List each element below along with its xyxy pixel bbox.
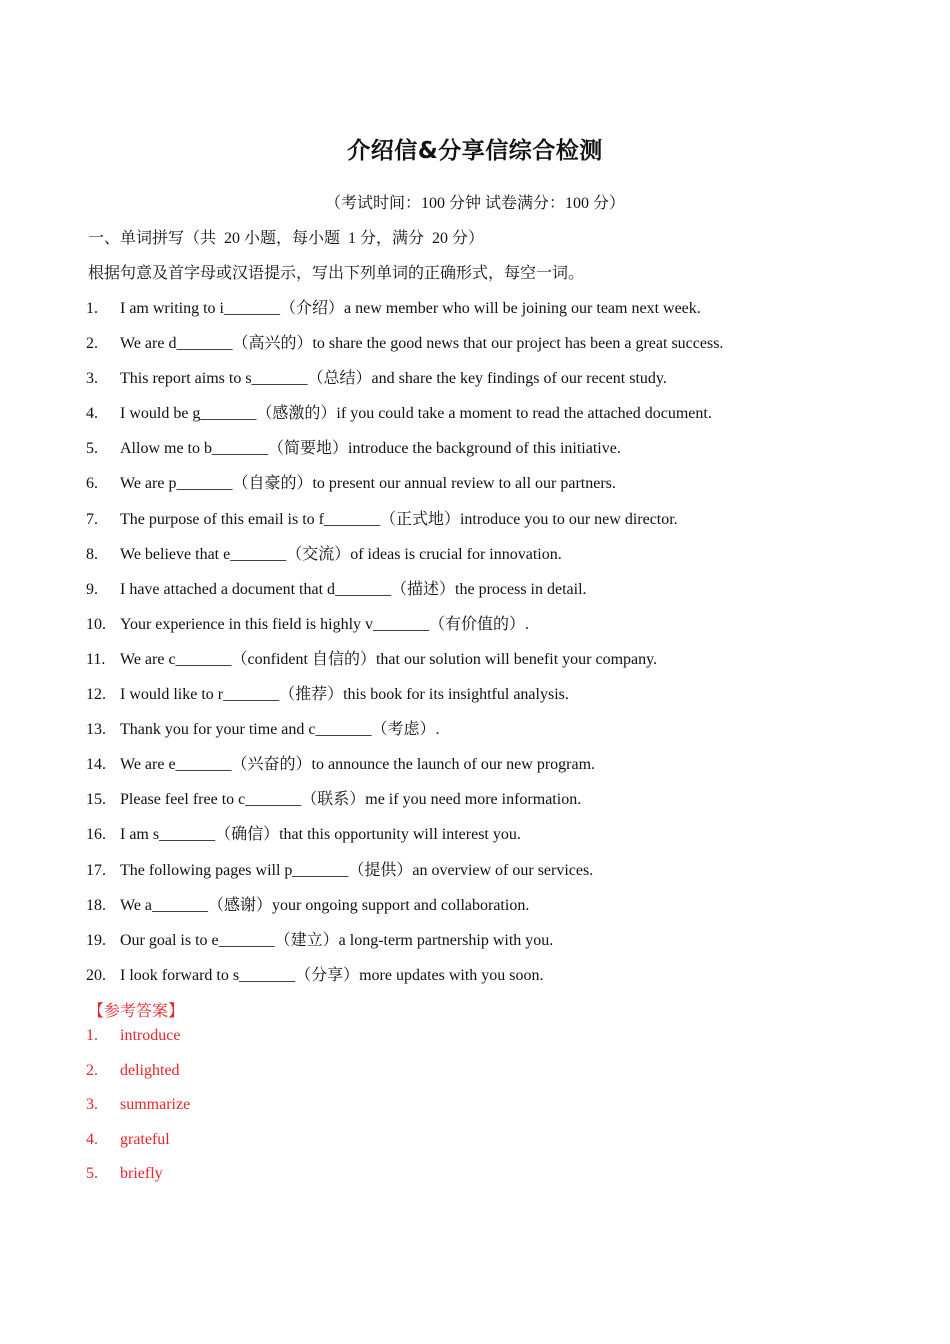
question-list bbox=[86, 297, 916, 999]
answer-heading: 【参考答案】 bbox=[88, 1003, 185, 1020]
question-item bbox=[86, 367, 916, 402]
answer-item bbox=[86, 1059, 190, 1094]
question-number: 3. bbox=[86, 370, 98, 388]
question-item bbox=[86, 402, 916, 437]
question-item bbox=[86, 718, 916, 753]
question-number: 20. bbox=[86, 966, 106, 984]
question-item bbox=[86, 964, 916, 999]
question-text: We are e_______（兴奋的）to announce the launch of our new program. bbox=[120, 756, 596, 774]
question-text: Your experience in this field is highly v_______（有价值的）. bbox=[120, 615, 530, 633]
question-number: 8. bbox=[86, 545, 98, 563]
question-number: 2. bbox=[86, 335, 98, 353]
question-item bbox=[86, 437, 916, 472]
question-number: 1. bbox=[86, 300, 98, 317]
question-number: 6. bbox=[86, 475, 98, 493]
question-item bbox=[86, 508, 916, 543]
question-text: We a_______（感谢）your ongoing support and collaboration. bbox=[120, 896, 530, 914]
question-number: 10. bbox=[86, 615, 106, 633]
section-heading: 一、单词拼写（共 20 小题，每小题 1 分，满分 20 分） bbox=[88, 230, 485, 247]
question-text: We are c_______（confident 自信的）that our solution will benefit your company. bbox=[120, 650, 658, 668]
answer-text: summarize bbox=[120, 1096, 191, 1114]
question-text: I look forward to s_______（分享）more updates with you soon. bbox=[120, 966, 544, 984]
answer-number: 4. bbox=[86, 1130, 98, 1148]
question-text: We are p_______（自豪的）to present our annual review to all our partners. bbox=[120, 475, 616, 493]
question-number: 14. bbox=[86, 756, 106, 774]
page-title: 介绍信&分享信综合检测 bbox=[347, 138, 603, 164]
question-number: 9. bbox=[86, 580, 98, 598]
question-number: 5. bbox=[86, 440, 98, 458]
question-item bbox=[86, 578, 916, 613]
question-number: 12. bbox=[86, 686, 106, 704]
question-item bbox=[86, 543, 916, 578]
answer-item bbox=[86, 1024, 190, 1059]
answer-text: delighted bbox=[120, 1061, 180, 1079]
answer-text: briefly bbox=[120, 1165, 163, 1183]
question-text: I am writing to i_______（介绍）a new member who will be joining our team next week. bbox=[120, 300, 701, 317]
question-number: 7. bbox=[86, 510, 98, 528]
answer-item bbox=[86, 1162, 190, 1197]
question-number: 11. bbox=[86, 650, 106, 668]
question-item bbox=[86, 788, 916, 823]
question-text: We are d_______（高兴的）to share the good news that our project has been a great success. bbox=[120, 335, 724, 353]
question-item bbox=[86, 823, 916, 858]
question-text: The following pages will p_______（提供）an overview of our services. bbox=[120, 861, 594, 879]
question-text: This report aims to s_______（总结）and share the key findings of our recent study. bbox=[120, 370, 667, 388]
question-item bbox=[86, 859, 916, 894]
question-text: Allow me to b_______（简要地）introduce the background of this initiative. bbox=[120, 440, 621, 458]
question-number: 17. bbox=[86, 861, 106, 879]
question-text: I am s_______（确信）that this opportunity will interest you. bbox=[120, 826, 521, 844]
answer-text: introduce bbox=[120, 1027, 181, 1044]
question-text: We believe that e_______（交流）of ideas is crucial for innovation. bbox=[120, 545, 562, 563]
answer-item bbox=[86, 1093, 190, 1128]
question-number: 16. bbox=[86, 826, 106, 844]
question-item bbox=[86, 929, 916, 964]
question-item bbox=[86, 648, 916, 683]
question-item bbox=[86, 683, 916, 718]
question-item bbox=[86, 753, 916, 788]
answer-list bbox=[86, 1024, 190, 1197]
question-number: 19. bbox=[86, 931, 106, 949]
question-text: Thank you for your time and c_______（考虑）. bbox=[120, 721, 440, 739]
question-item bbox=[86, 613, 916, 648]
answer-text: grateful bbox=[120, 1130, 170, 1148]
question-number: 4. bbox=[86, 405, 98, 423]
question-text: I have attached a document that d_______（描述）the process in detail. bbox=[120, 580, 587, 598]
answer-number: 5. bbox=[86, 1165, 98, 1183]
question-number: 18. bbox=[86, 896, 106, 914]
question-text: I would like to r_______（推荐）this book for its insightful analysis. bbox=[120, 686, 569, 704]
answer-item bbox=[86, 1128, 190, 1163]
question-text: Please feel free to c_______（联系）me if you need more information. bbox=[120, 791, 582, 809]
exam-info: （考试时间：100 分钟 试卷满分：100 分） bbox=[324, 195, 625, 212]
answer-number: 3. bbox=[86, 1096, 98, 1114]
answer-number: 2. bbox=[86, 1061, 98, 1079]
question-item bbox=[86, 894, 916, 929]
question-text: Our goal is to e_______（建立）a long-term partnership with you. bbox=[120, 931, 554, 949]
question-text: The purpose of this email is to f_______（正式地）introduce you to our new director. bbox=[120, 510, 678, 528]
question-text: I would be g_______（感激的）if you could take a moment to read the attached document. bbox=[120, 405, 712, 423]
question-number: 15. bbox=[86, 791, 106, 809]
question-item bbox=[86, 332, 916, 367]
question-number: 13. bbox=[86, 721, 106, 739]
question-item bbox=[86, 297, 916, 332]
instruction-text: 根据句意及首字母或汉语提示，写出下列单词的正确形式，每空一词。 bbox=[88, 265, 585, 282]
answer-number: 1. bbox=[86, 1027, 98, 1044]
question-item bbox=[86, 472, 916, 507]
